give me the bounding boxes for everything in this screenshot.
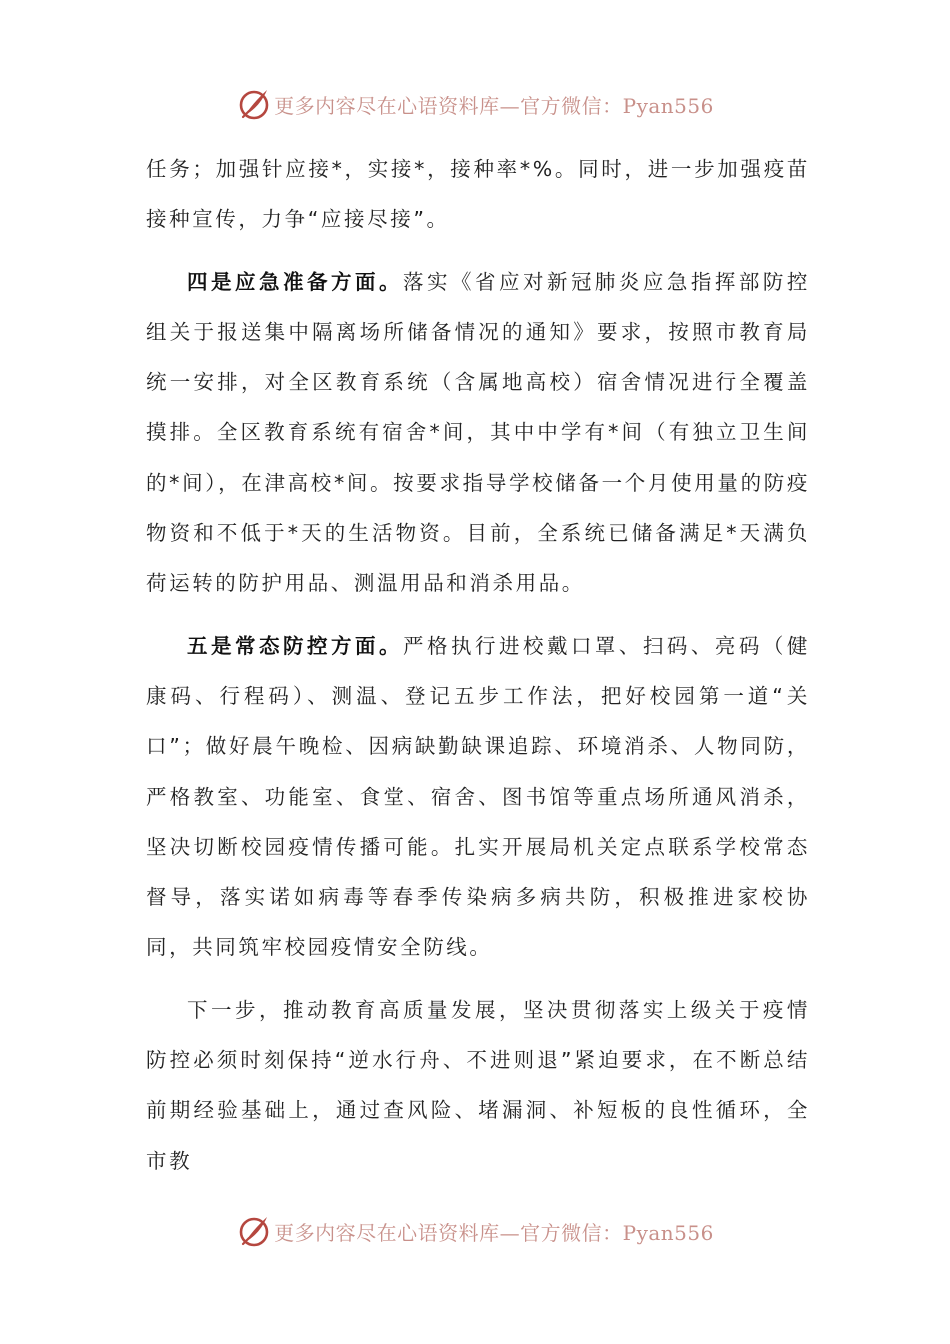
- watermark-text: [274, 1217, 714, 1246]
- paragraph-text: 严格执行进校戴口罩、扫码、亮码（健康码、行程码）、测温、登记五步工作法，把好校园第一道“关口”；做好晨午晚检、因病缺勤缺课追踪、环境消杀、人物同防，严格教室、功能室、食堂、宿舍、图书馆等重点场所通风消杀，坚决切断校园疫情传播可能。扎实开展局机关定点联系学校常态督导，落实诺如病毒等春季传染病多病共防，积极推进家校协同，共同筑牢校园疫情安全防线。: [146, 633, 810, 960]
- paragraph-text: 下一步，推动教育高质量发展，坚决贯彻落实上级关于疫情防控必须时刻保持“逆水行舟、不进则退”紧迫要求，在不断总结前期经验基础上，通过查风险、堵漏洞、补短板的良性循环，全市教: [146, 997, 810, 1173]
- watermark-dash: —: [499, 93, 521, 118]
- paragraph-lead: 五是常态防控方面。: [187, 633, 403, 658]
- watermark-account-label: 官方微信：: [520, 1220, 623, 1245]
- paragraph-routine-prevention: [146, 621, 810, 973]
- paragraph-text: 任务；加强针应接*，实接*，接种率*%。同时，进一步加强疫苗接种宣传，力争“应接尽接”。: [146, 157, 810, 232]
- watermark-dash: —: [499, 1220, 521, 1245]
- watermark-account-id: Pyan556: [622, 93, 714, 118]
- paragraph-text: 落实《省应对新冠肺炎应急指挥部防控组关于报送集中隔离场所储备情况的通知》要求，按照市教育局统一安排，对全区教育系统（含属地高校）宿舍情况进行全覆盖摸排。全区教育系统有宿舍*间，其中中学有*间（有独立卫生间的*间），在津高校*间。按要求指导学校储备一个月使用量的防疫物资和不低于*天的生活物资。目前，全系统已储备满足*天满负荷运转的防护用品、测温用品和消杀用品。: [146, 269, 810, 596]
- footer-watermark: [0, 1211, 950, 1251]
- watermark-account-label: 官方微信：: [520, 93, 623, 118]
- watermark-brand: 更多内容尽在心语资料库: [274, 1220, 500, 1245]
- paragraph-continued: [146, 144, 810, 245]
- watermark-account-id: Pyan556: [622, 1220, 714, 1245]
- watermark-text: [274, 90, 714, 119]
- paragraph-next-steps: [146, 985, 810, 1186]
- header-watermark: [0, 84, 950, 124]
- paragraph-lead: 四是应急准备方面。: [187, 269, 403, 294]
- quill-logo-icon: [236, 86, 272, 122]
- paragraph-emergency-preparation: [146, 257, 810, 609]
- quill-logo-icon: [236, 1213, 272, 1249]
- watermark-brand: 更多内容尽在心语资料库: [274, 93, 500, 118]
- document-body: [146, 144, 810, 1186]
